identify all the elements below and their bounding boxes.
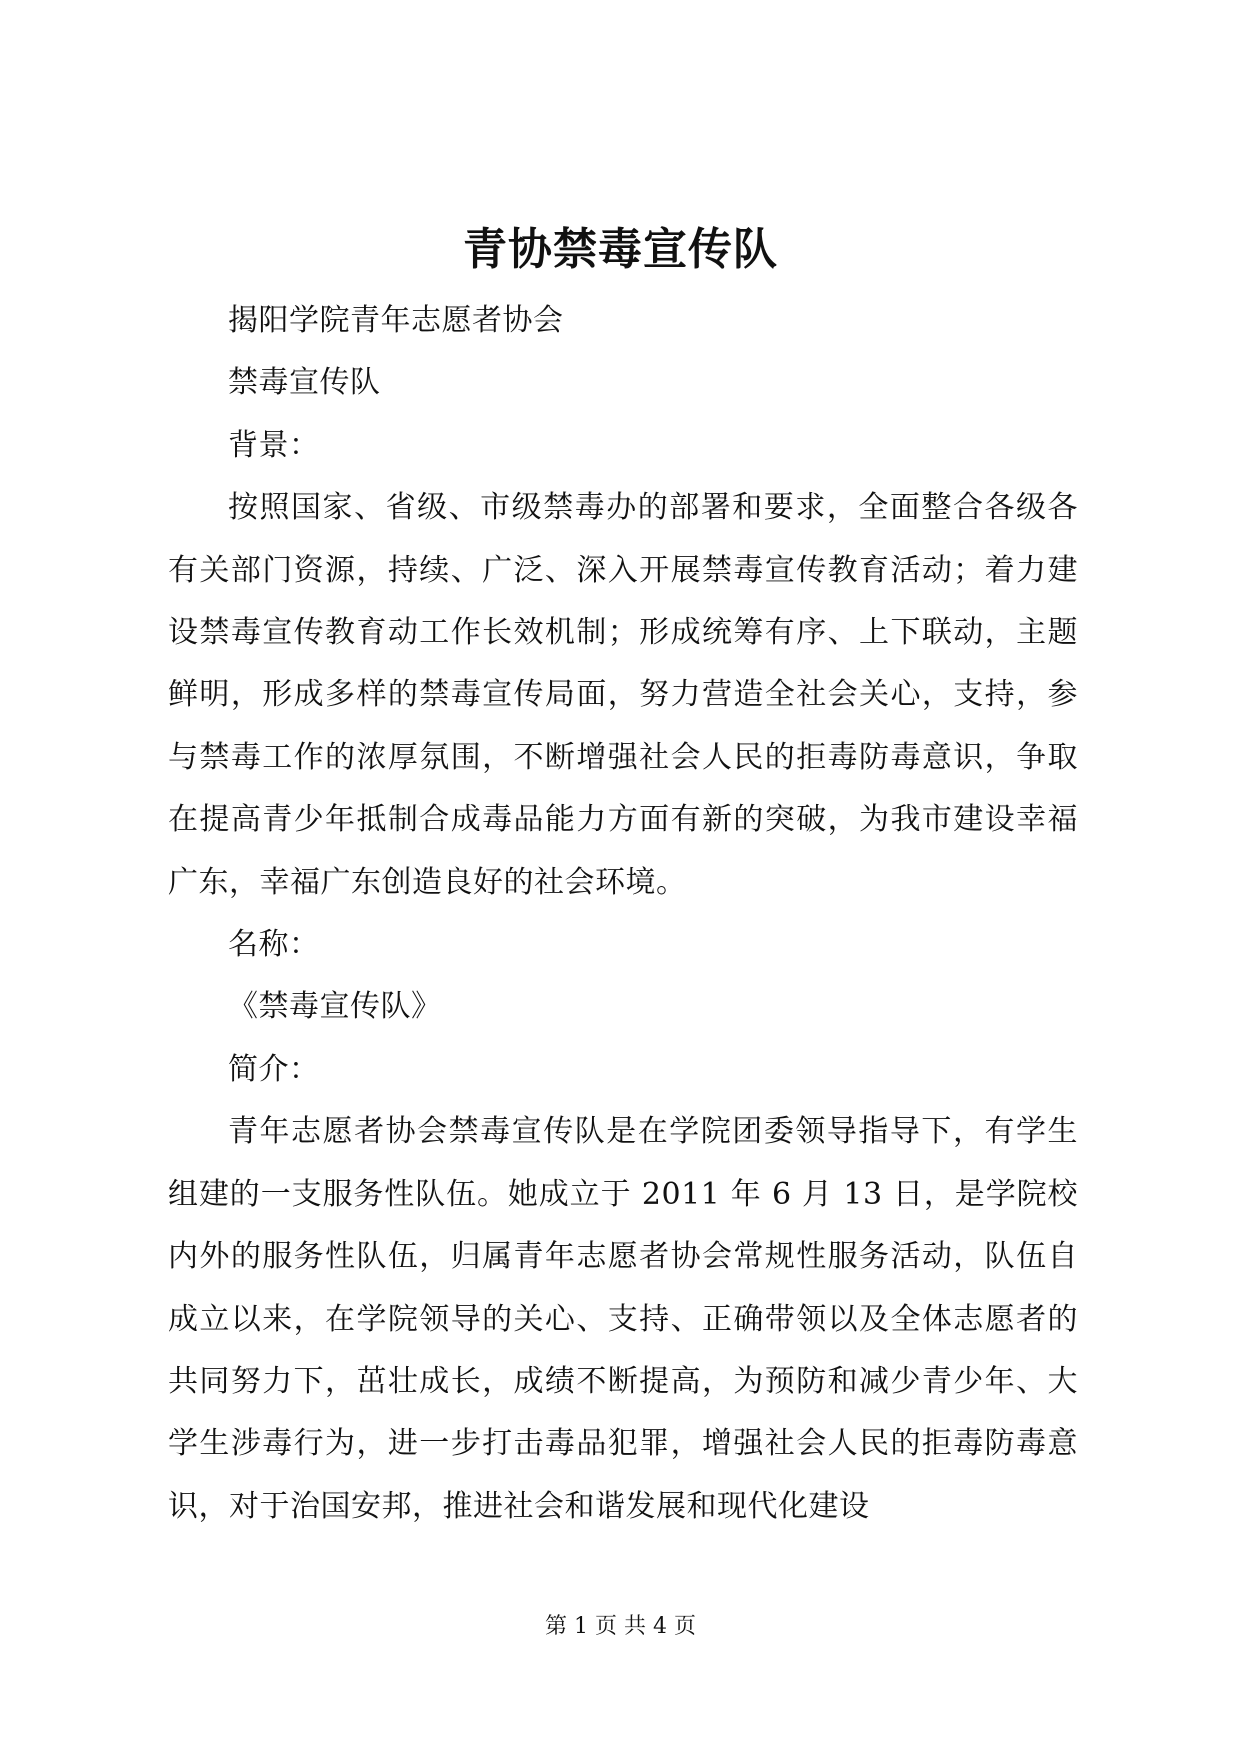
- page-footer: 第 1 页 共 4 页: [545, 1614, 696, 1639]
- heading-background: 背景：: [228, 427, 320, 463]
- document-body: [168, 290, 1078, 1538]
- paragraph-introduction: 青年志愿者协会禁毒宣传队是在学院团委领导指导下，有学生组建的一支服务性队伍。她成立于 2011 年 6 月 13 日，是学院校内外的服务性队伍，归属青年志愿者协会常规性服务活动，队伍自成立以来，在学院领导的关心、支持、正确带领以及全体志愿者的共同努力下，茁壮成长，成绩不断提高，为预防和减少青少年、大学生涉毒行为，进一步打击毒品犯罪，增强社会人民的拒毒防毒意识，对于治国安邦，推进社会和谐发展和现代化建设: [168, 1114, 1078, 1524]
- paragraph-background: 按照国家、省级、市级禁毒办的部署和要求，全面整合各级各有关部门资源，持续、广泛、深入开展禁毒宣传教育活动；着力建设禁毒宣传教育动工作长效机制；形成统筹有序、上下联动，主题鲜明，形成多样的禁毒宣传局面，努力营造全社会关心，支持，参与禁毒工作的浓厚氛围，不断增强社会人民的拒毒防毒意识，争取在提高青少年抵制合成毒品能力方面有新的突破，为我市建设幸福广东，幸福广东创造良好的社会环境。: [168, 490, 1078, 900]
- document-title: 青协禁毒宣传队: [463, 224, 778, 275]
- paragraph-team-name: 禁毒宣传队: [228, 365, 381, 401]
- paragraph-organization: 揭阳学院青年志愿者协会: [228, 303, 564, 338]
- heading-introduction: 简介：: [228, 1051, 320, 1087]
- heading-name: 名称：: [228, 927, 320, 963]
- paragraph-name-value: 《禁毒宣传队》: [228, 989, 442, 1025]
